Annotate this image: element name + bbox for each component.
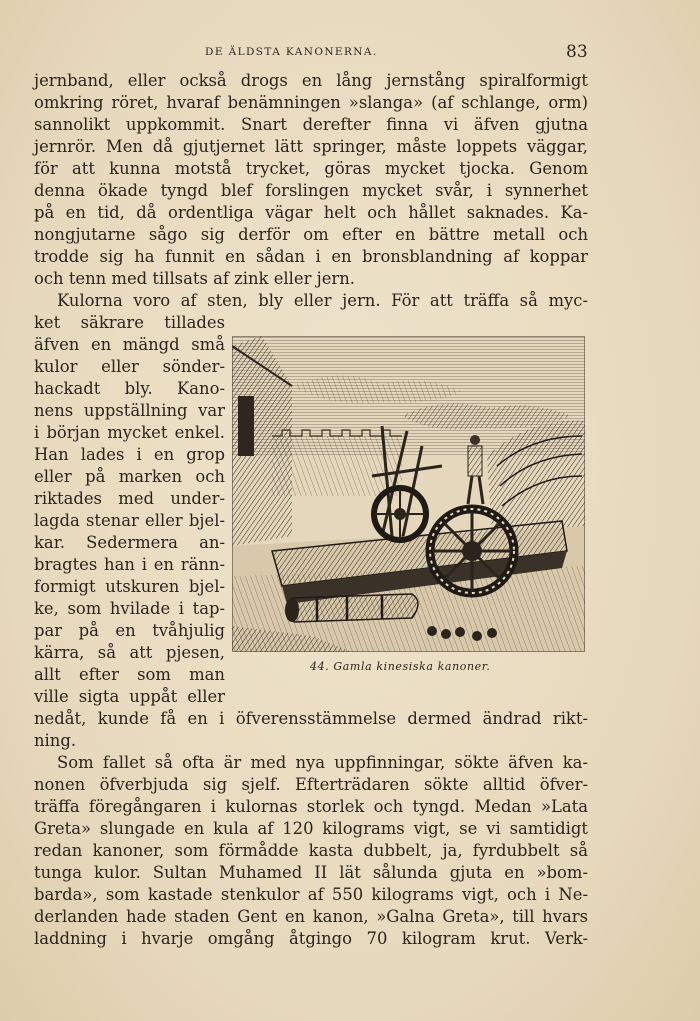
text-line: barda», som kastade stenkulor af 550 kilograms vigt, och i Ne-: [34, 885, 588, 904]
engraving-illustration: [232, 336, 585, 652]
text-line: trodde sig ha funnit en sådan i en bronsblandning af koppar: [34, 247, 588, 266]
text-line: ke, som hvilade i tap-: [34, 599, 225, 618]
text-line: bragtes han i en ränn-: [34, 555, 225, 574]
text-line: träffa föregångaren i kulornas storlek och tyngd. Medan »Lata: [34, 797, 588, 816]
text-line: omkring röret, hvaraf benämningen »slanga» (af schlange, orm): [34, 93, 588, 112]
text-line: för att kunna motstå trycket, göras mycket tjocka. Genom: [34, 159, 588, 178]
text-line: par på en tvåhjulig: [34, 621, 225, 640]
text-line: denna ökade tyngd blef forslingen mycket svår, i synnerhet: [34, 181, 588, 200]
paragraph-start-line: Som fallet så ofta är med nya uppfinningar, sökte äfven ka-: [57, 753, 588, 772]
rear-wheel: [374, 488, 426, 540]
text-line: jernrör. Men då gjutjernet lätt springer, måste loppets väggar,: [34, 137, 588, 156]
text-line: eller på marken och: [34, 467, 225, 486]
text-line: hackadt bly. Kano-: [34, 379, 225, 398]
text-line: ning.: [34, 731, 77, 750]
text-line: och tenn med tillsats af zink eller jern.: [34, 269, 356, 288]
text-line: formigt utskuren bjel-: [34, 577, 225, 596]
text-line: laddning i hvarje omgång åtgingo 70 kilogram krut. Verk-: [34, 929, 588, 948]
text-line: redan kanoner, som förmådde kasta dubbelt, ja, fyrdubbelt så: [34, 841, 588, 860]
text-line: äfven en mängd små: [34, 335, 225, 354]
text-line: kärra, så att pjesen,: [34, 643, 225, 662]
text-line: riktades med under-: [34, 489, 225, 508]
text-line: Han lades i en grop: [34, 445, 225, 464]
text-line: ket säkrare tillades: [34, 313, 225, 332]
text-line: jernband, eller också drogs en lång jernstång spiralformigt: [34, 71, 588, 90]
page-number: 83: [566, 42, 588, 62]
text-line: nongjutarne sågo sig derför om efter en bättre metall och: [34, 225, 588, 244]
text-line: lagda stenar eller bjel-: [34, 511, 225, 530]
text-line: allt efter som man: [34, 665, 225, 684]
text-line: Greta» slungade en kula af 120 kilograms vigt, se vi samtidigt: [34, 819, 588, 838]
text-line: tunga kulor. Sultan Muhamed II lät sålunda gjuta en »bom-: [34, 863, 588, 882]
page-header: [0, 42, 700, 64]
paragraph-start-line: Kulorna voro af sten, bly eller jern. För att träffa så myc-: [57, 291, 588, 310]
text-line: sannolikt uppkommit. Snart derefter finna vi äfven gjutna: [34, 115, 588, 134]
carriage-wheel: [430, 509, 514, 593]
text-line: nedåt, kunde få en i öfverensstämmelse dermed ändrad rikt-: [34, 709, 588, 728]
running-head: DE ÄLDSTA KANONERNA.: [205, 46, 378, 58]
text-line: i början mycket enkel.: [34, 423, 225, 442]
text-line: nens uppställning var: [34, 401, 225, 420]
text-line: ville sigta uppåt eller: [34, 687, 225, 706]
text-line: på en tid, då ordentliga vägar helt och hållet saknades. Ka-: [34, 203, 588, 222]
figure-caption: 44. Gamla kinesiska kanoner.: [310, 660, 491, 673]
text-line: kulor eller sönder-: [34, 357, 225, 376]
text-line: derlanden hade staden Gent en kanon, »Galna Greta», till hvars: [34, 907, 588, 926]
text-line: kar. Sedermera an-: [34, 533, 225, 552]
text-line: nonen öfverbjuda sig sjelf. Efterträdaren sökte alltid öfver-: [34, 775, 588, 794]
cannon-barrel: [285, 594, 418, 622]
cannon-engraving: [232, 336, 585, 652]
